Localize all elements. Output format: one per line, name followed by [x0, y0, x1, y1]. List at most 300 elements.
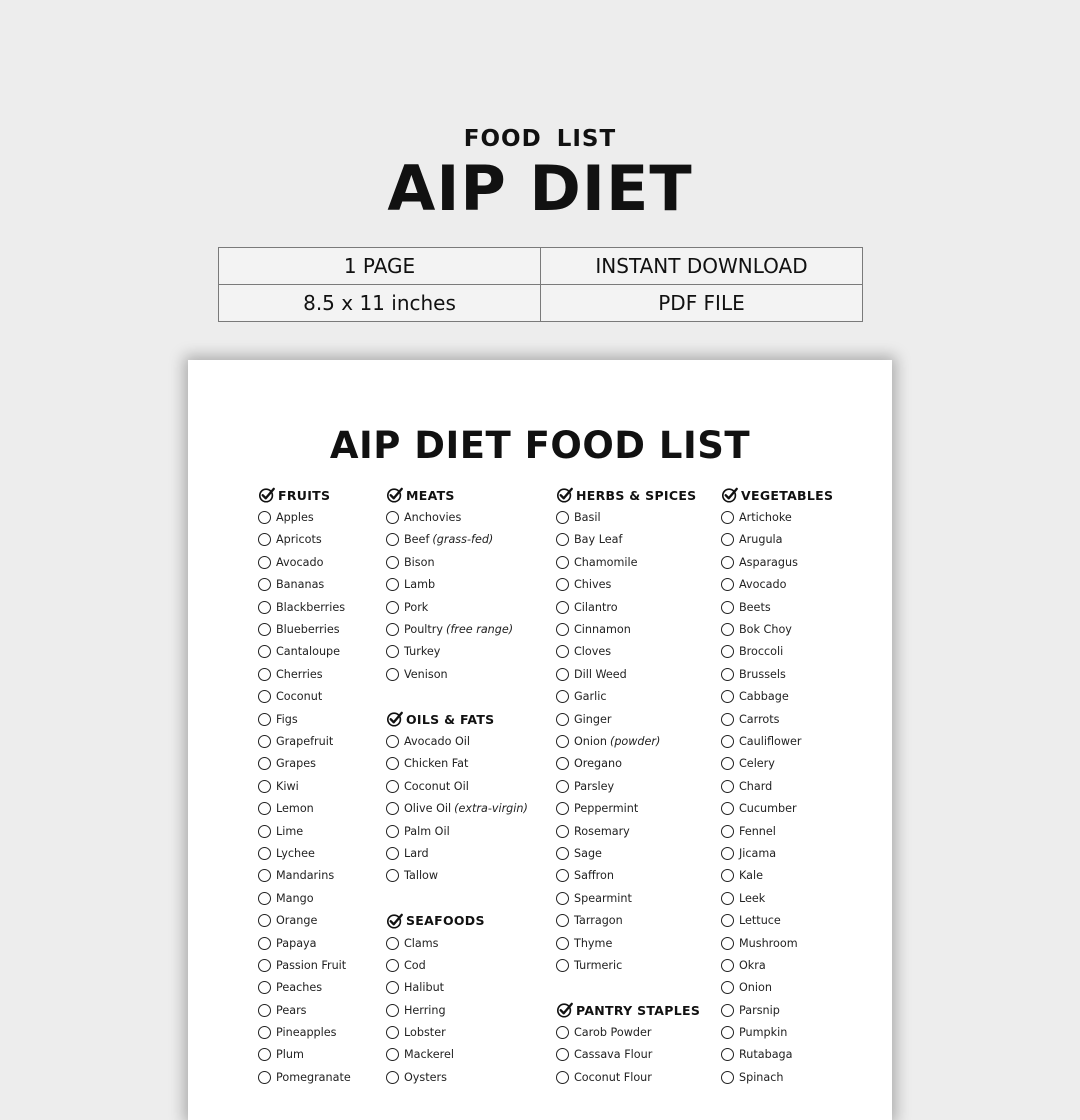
checkbox-circle[interactable] — [258, 713, 271, 726]
info-download: INSTANT DOWNLOAD — [541, 248, 863, 285]
info-format: PDF FILE — [541, 285, 863, 322]
section-herbs-spices — [556, 484, 700, 977]
food-item-spearmint — [556, 887, 700, 909]
food-item-beets — [721, 596, 833, 618]
food-item-grapefruit — [258, 730, 351, 752]
food-item-label: Parsnip — [739, 1003, 780, 1017]
checkbox-circle[interactable] — [556, 1026, 569, 1039]
food-item-label: Figs — [276, 712, 298, 726]
food-item-label: Lard — [404, 846, 429, 860]
food-item-dill-weed — [556, 663, 700, 685]
food-item-broccoli — [721, 641, 833, 663]
checkbox-circle[interactable] — [721, 645, 734, 658]
checkbox-circle[interactable] — [556, 668, 569, 681]
checkbox-circle[interactable] — [721, 869, 734, 882]
checkbox-circle[interactable] — [386, 1026, 399, 1039]
food-item-peppermint — [556, 797, 700, 819]
food-item-note: (grass-fed) — [432, 533, 494, 547]
food-item-label: Okra — [739, 958, 766, 972]
checkbox-circle[interactable] — [721, 1004, 734, 1017]
food-item-lamb — [386, 574, 528, 596]
checkbox-circle[interactable] — [556, 713, 569, 726]
section-fruits — [258, 484, 351, 1089]
food-item-label: Blueberries — [276, 623, 340, 637]
food-item-label: Cloves — [574, 645, 612, 659]
checkbox-circle[interactable] — [258, 601, 271, 614]
checkbox-circle[interactable] — [556, 869, 569, 882]
food-item-label: Bananas — [276, 578, 325, 592]
checkbox-circle[interactable] — [258, 802, 271, 815]
checkbox-circle[interactable] — [386, 735, 399, 748]
checkbox-circle[interactable] — [386, 511, 399, 524]
food-item-label: Plum — [276, 1048, 304, 1062]
food-item-kale — [721, 865, 833, 887]
food-item-bok-choy — [721, 618, 833, 640]
food-item-label: Thyme — [574, 936, 613, 950]
checkbox-circle[interactable] — [721, 780, 734, 793]
food-item-label: Clams — [404, 936, 439, 950]
food-item-okra — [721, 954, 833, 976]
food-item-parsnip — [721, 999, 833, 1021]
food-item-label: Turkey — [404, 645, 441, 659]
checkbox-circle[interactable] — [258, 1048, 271, 1061]
checkbox-circle[interactable] — [721, 668, 734, 681]
checkbox-circle[interactable] — [721, 959, 734, 972]
checkbox-circle[interactable] — [556, 959, 569, 972]
checked-circle-icon — [556, 486, 574, 504]
checkbox-circle[interactable] — [258, 959, 271, 972]
food-item-label: Cinnamon — [574, 623, 631, 637]
checkbox-circle[interactable] — [386, 802, 399, 815]
food-item-turmeric — [556, 954, 700, 976]
checkbox-circle[interactable] — [721, 601, 734, 614]
checkbox-circle[interactable] — [258, 981, 271, 994]
food-item-label: Mackerel — [404, 1048, 454, 1062]
section-meats — [386, 484, 528, 686]
checkbox-circle[interactable] — [556, 1048, 569, 1061]
checked-circle-icon — [258, 486, 276, 504]
food-item-label: Pomegranate — [276, 1070, 351, 1084]
food-item-avocado-oil — [386, 730, 528, 752]
checked-circle-icon — [386, 710, 404, 728]
food-item-label: Basil — [574, 511, 601, 525]
food-item-tarragon — [556, 909, 700, 931]
food-item-label: Dill Weed — [574, 667, 627, 681]
food-item-plum — [258, 1044, 351, 1066]
food-item-label: Passion Fruit — [276, 958, 347, 972]
section-heading-label: HERBS & SPICES — [576, 487, 697, 503]
checkbox-circle[interactable] — [721, 735, 734, 748]
checkbox-circle[interactable] — [386, 645, 399, 658]
food-item-label: Pork — [404, 600, 429, 614]
food-item-label: Sage — [574, 846, 602, 860]
food-item-apples — [258, 506, 351, 528]
food-item-label: Bok Choy — [739, 623, 792, 637]
food-item-label: Coconut Flour — [574, 1070, 652, 1084]
food-item-label: Jicama — [739, 846, 777, 860]
food-item-label: Kiwi — [276, 779, 299, 793]
food-item-label: Chicken Fat — [404, 757, 469, 771]
checkbox-circle[interactable] — [258, 533, 271, 546]
checkbox-circle[interactable] — [556, 914, 569, 927]
section-pantry-staples — [556, 999, 700, 1089]
checkbox-circle[interactable] — [386, 1004, 399, 1017]
food-item-label: Onion — [574, 734, 607, 748]
food-item-label: Beets — [739, 600, 771, 614]
food-item-label: Onion — [739, 981, 772, 995]
checkbox-circle[interactable] — [556, 533, 569, 546]
checkbox-circle[interactable] — [721, 578, 734, 591]
section-gap — [386, 887, 528, 909]
food-item-label: Carob Powder — [574, 1026, 652, 1040]
column-4 — [721, 484, 833, 1089]
food-item-mandarins — [258, 865, 351, 887]
food-item-label: Brussels — [739, 667, 786, 681]
food-item-coconut — [258, 686, 351, 708]
food-item-papaya — [258, 932, 351, 954]
food-item-label: Kale — [739, 869, 763, 883]
checkbox-circle[interactable] — [721, 556, 734, 569]
checkbox-circle[interactable] — [258, 668, 271, 681]
section-heading-label: OILS & FATS — [406, 711, 495, 727]
food-item-label: Coconut — [276, 690, 323, 704]
section-heading-label: MEATS — [406, 487, 455, 503]
checkbox-circle[interactable] — [258, 847, 271, 860]
food-item-label: Oregano — [574, 757, 622, 771]
checkbox-circle[interactable] — [721, 802, 734, 815]
food-item-label: Fennel — [739, 824, 776, 838]
checkbox-circle[interactable] — [258, 511, 271, 524]
checkbox-circle[interactable] — [258, 1004, 271, 1017]
checkbox-circle[interactable] — [386, 757, 399, 770]
section-heading-pantry — [556, 999, 700, 1021]
food-item-note: (powder) — [609, 734, 661, 748]
checkbox-circle[interactable] — [556, 937, 569, 950]
food-item-fennel — [721, 820, 833, 842]
food-item-palm-oil — [386, 820, 528, 842]
food-item-label: Blackberries — [276, 600, 346, 614]
checkbox-circle[interactable] — [721, 533, 734, 546]
food-item-note: (free range) — [446, 623, 514, 637]
sheet-title: AIP DIET FOOD LIST — [329, 424, 751, 467]
food-item-label: Avocado — [739, 578, 787, 592]
checkbox-circle[interactable] — [258, 735, 271, 748]
food-item-label: Apricots — [276, 533, 322, 547]
checkbox-circle[interactable] — [258, 623, 271, 636]
section-heading-label: FRUITS — [278, 487, 331, 503]
checkbox-circle[interactable] — [721, 1048, 734, 1061]
food-item-cod — [386, 954, 528, 976]
food-item-label: Mandarins — [276, 869, 335, 883]
food-item-label: Papaya — [276, 936, 317, 950]
food-item-venison — [386, 663, 528, 685]
checkbox-circle[interactable] — [556, 601, 569, 614]
food-item-label: Tarragon — [574, 914, 623, 928]
food-item-onion — [721, 977, 833, 999]
food-item-lobster — [386, 1021, 528, 1043]
checked-circle-icon — [386, 486, 404, 504]
checkbox-circle[interactable] — [386, 533, 399, 546]
food-item-label: Cucumber — [739, 802, 797, 816]
section-heading-herbs — [556, 484, 700, 506]
food-item-label: Lemon — [276, 802, 314, 816]
column-1 — [258, 484, 351, 1089]
checkbox-circle[interactable] — [556, 735, 569, 748]
checkbox-circle[interactable] — [258, 780, 271, 793]
checkbox-circle[interactable] — [258, 914, 271, 927]
checkbox-circle[interactable] — [556, 578, 569, 591]
food-item-pomegranate — [258, 1066, 351, 1088]
food-item-label: Orange — [276, 914, 318, 928]
food-item-label: Saffron — [574, 869, 614, 883]
checkbox-circle[interactable] — [386, 1071, 399, 1084]
checkbox-circle[interactable] — [556, 825, 569, 838]
food-item-grapes — [258, 753, 351, 775]
food-item-label: Olive Oil — [404, 802, 452, 816]
section-seafoods — [386, 909, 528, 1088]
checkbox-circle[interactable] — [386, 937, 399, 950]
checkbox-circle[interactable] — [556, 556, 569, 569]
food-item-label: Pineapples — [276, 1026, 337, 1040]
food-item-label: Bison — [404, 555, 435, 569]
checkbox-circle[interactable] — [386, 981, 399, 994]
checkbox-circle[interactable] — [386, 668, 399, 681]
checkbox-circle[interactable] — [386, 1048, 399, 1061]
checkbox-circle[interactable] — [721, 937, 734, 950]
food-item-turkey — [386, 641, 528, 663]
food-item-basil — [556, 506, 700, 528]
food-item-orange — [258, 909, 351, 931]
section-heading-fruits — [258, 484, 351, 506]
checkbox-circle[interactable] — [386, 601, 399, 614]
info-pages: 1 PAGE — [219, 248, 541, 285]
checkbox-circle[interactable] — [721, 981, 734, 994]
food-item-blackberries — [258, 596, 351, 618]
checkbox-circle[interactable] — [721, 1026, 734, 1039]
checkbox-circle[interactable] — [258, 645, 271, 658]
checkbox-circle[interactable] — [258, 1026, 271, 1039]
food-item-label: Pumpkin — [739, 1026, 788, 1040]
checkbox-circle[interactable] — [721, 847, 734, 860]
checkbox-circle[interactable] — [258, 556, 271, 569]
food-item-jicama — [721, 842, 833, 864]
food-item-label: Artichoke — [739, 511, 792, 525]
food-item-pears — [258, 999, 351, 1021]
checkbox-circle[interactable] — [386, 556, 399, 569]
food-item-chives — [556, 574, 700, 596]
food-item-label: Cod — [404, 958, 426, 972]
checkbox-circle[interactable] — [721, 757, 734, 770]
food-item-label: Garlic — [574, 690, 607, 704]
food-item-chard — [721, 775, 833, 797]
checkbox-circle[interactable] — [556, 1071, 569, 1084]
food-item-leek — [721, 887, 833, 909]
section-heading-seafoods — [386, 909, 528, 931]
checkbox-circle[interactable] — [258, 1071, 271, 1084]
checkbox-circle[interactable] — [258, 825, 271, 838]
food-item-oregano — [556, 753, 700, 775]
food-item-label: Cassava Flour — [574, 1048, 653, 1062]
checkbox-circle[interactable] — [386, 847, 399, 860]
checkbox-circle[interactable] — [556, 511, 569, 524]
food-item-label: Mushroom — [739, 936, 798, 950]
food-item-cinnamon — [556, 618, 700, 640]
checkbox-circle[interactable] — [258, 578, 271, 591]
food-item-lard — [386, 842, 528, 864]
food-item-mackerel — [386, 1044, 528, 1066]
checkbox-circle[interactable] — [556, 623, 569, 636]
food-item-lychee — [258, 842, 351, 864]
food-item-arugula — [721, 529, 833, 551]
section-heading-label: PANTRY STAPLES — [576, 1002, 701, 1018]
food-item-tallow — [386, 865, 528, 887]
food-item-cucumber — [721, 797, 833, 819]
food-item-celery — [721, 753, 833, 775]
section-heading-label: SEAFOODS — [406, 913, 485, 929]
food-item-chamomile — [556, 551, 700, 573]
food-item-poultry — [386, 618, 528, 640]
section-heading-vegetables — [721, 484, 833, 506]
food-item-label: Oysters — [404, 1070, 447, 1084]
info-row — [219, 248, 863, 285]
food-item-label: Grapefruit — [276, 734, 334, 748]
checkbox-circle[interactable] — [258, 690, 271, 703]
food-item-label: Arugula — [739, 533, 783, 547]
food-item-label: Beef — [404, 533, 430, 547]
checkbox-circle[interactable] — [258, 892, 271, 905]
food-list-sheet — [188, 360, 892, 1120]
food-item-cloves — [556, 641, 700, 663]
checkbox-circle[interactable] — [556, 802, 569, 815]
food-item-mango — [258, 887, 351, 909]
food-item-label: Chard — [739, 779, 773, 793]
column-3 — [556, 484, 700, 1089]
food-item-label: Spearmint — [574, 891, 632, 905]
food-item-oysters — [386, 1066, 528, 1088]
food-item-label: Halibut — [404, 981, 445, 995]
food-item-coconut-oil — [386, 775, 528, 797]
section-heading-oils — [386, 708, 528, 730]
food-item-saffron — [556, 865, 700, 887]
food-item-beef — [386, 529, 528, 551]
food-item-label: Cauliflower — [739, 734, 802, 748]
food-item-label: Ginger — [574, 712, 612, 726]
info-table — [218, 247, 863, 322]
checkbox-circle[interactable] — [556, 892, 569, 905]
food-item-lettuce — [721, 909, 833, 931]
checkbox-circle[interactable] — [386, 780, 399, 793]
checkbox-circle[interactable] — [386, 869, 399, 882]
food-item-rutabaga — [721, 1044, 833, 1066]
checkbox-circle[interactable] — [721, 623, 734, 636]
food-item-label: Tallow — [404, 869, 439, 883]
checkbox-circle[interactable] — [386, 959, 399, 972]
food-item-cilantro — [556, 596, 700, 618]
food-item-label: Lobster — [404, 1026, 446, 1040]
food-item-cabbage — [721, 686, 833, 708]
food-item-avocado — [258, 551, 351, 573]
checkbox-circle[interactable] — [721, 1071, 734, 1084]
food-item-halibut — [386, 977, 528, 999]
checkbox-circle[interactable] — [556, 757, 569, 770]
food-item-garlic — [556, 686, 700, 708]
info-size: 8.5 x 11 inches — [219, 285, 541, 322]
food-item-rosemary — [556, 820, 700, 842]
food-item-label: Peaches — [276, 981, 323, 995]
section-vegetables — [721, 484, 833, 1089]
checkbox-circle[interactable] — [556, 645, 569, 658]
food-item-label: Bay Leaf — [574, 533, 623, 547]
food-item-figs — [258, 708, 351, 730]
food-item-thyme — [556, 932, 700, 954]
food-item-label: Cherries — [276, 667, 323, 681]
food-item-label: Rosemary — [574, 824, 630, 838]
food-item-sage — [556, 842, 700, 864]
food-item-label: Peppermint — [574, 802, 639, 816]
food-item-label: Avocado Oil — [404, 734, 470, 748]
checkbox-circle[interactable] — [721, 914, 734, 927]
checkbox-circle[interactable] — [721, 713, 734, 726]
info-row — [219, 285, 863, 322]
checkbox-circle[interactable] — [386, 578, 399, 591]
checked-circle-icon — [556, 1001, 574, 1019]
checkbox-circle[interactable] — [721, 511, 734, 524]
section-gap — [556, 977, 700, 999]
food-item-label: Broccoli — [739, 645, 784, 659]
food-item-note: (extra-virgin) — [454, 802, 528, 816]
checkbox-circle[interactable] — [258, 869, 271, 882]
checkbox-circle[interactable] — [556, 780, 569, 793]
food-item-asparagus — [721, 551, 833, 573]
food-item-label: Mango — [276, 891, 314, 905]
food-item-label: Apples — [276, 511, 314, 525]
food-item-blueberries — [258, 618, 351, 640]
checkbox-circle[interactable] — [386, 825, 399, 838]
food-item-pork — [386, 596, 528, 618]
food-item-bay-leaf — [556, 529, 700, 551]
food-item-brussels — [721, 663, 833, 685]
food-item-label: Rutabaga — [739, 1048, 793, 1062]
food-item-carrots — [721, 708, 833, 730]
food-item-pineapples — [258, 1021, 351, 1043]
food-item-lime — [258, 820, 351, 842]
food-item-herring — [386, 999, 528, 1021]
checkbox-circle[interactable] — [556, 847, 569, 860]
food-item-label: Herring — [404, 1003, 446, 1017]
food-item-olive-oil — [386, 797, 528, 819]
food-item-label: Lime — [276, 824, 304, 838]
food-item-ginger — [556, 708, 700, 730]
checkbox-circle[interactable] — [386, 623, 399, 636]
checkbox-circle[interactable] — [721, 825, 734, 838]
checkbox-circle[interactable] — [721, 892, 734, 905]
food-item-cherries — [258, 663, 351, 685]
checkbox-circle[interactable] — [258, 757, 271, 770]
checkbox-circle[interactable] — [721, 690, 734, 703]
checkbox-circle[interactable] — [258, 937, 271, 950]
food-item-label: Avocado — [276, 555, 324, 569]
food-item-avocado — [721, 574, 833, 596]
food-item-passion-fruit — [258, 954, 351, 976]
food-item-label: Cantaloupe — [276, 645, 341, 659]
food-item-label: Lettuce — [739, 914, 781, 928]
food-item-parsley — [556, 775, 700, 797]
food-item-mushroom — [721, 932, 833, 954]
section-heading-meats — [386, 484, 528, 506]
column-2 — [386, 484, 528, 1089]
checkbox-circle[interactable] — [556, 690, 569, 703]
food-item-label: Lychee — [276, 846, 315, 860]
